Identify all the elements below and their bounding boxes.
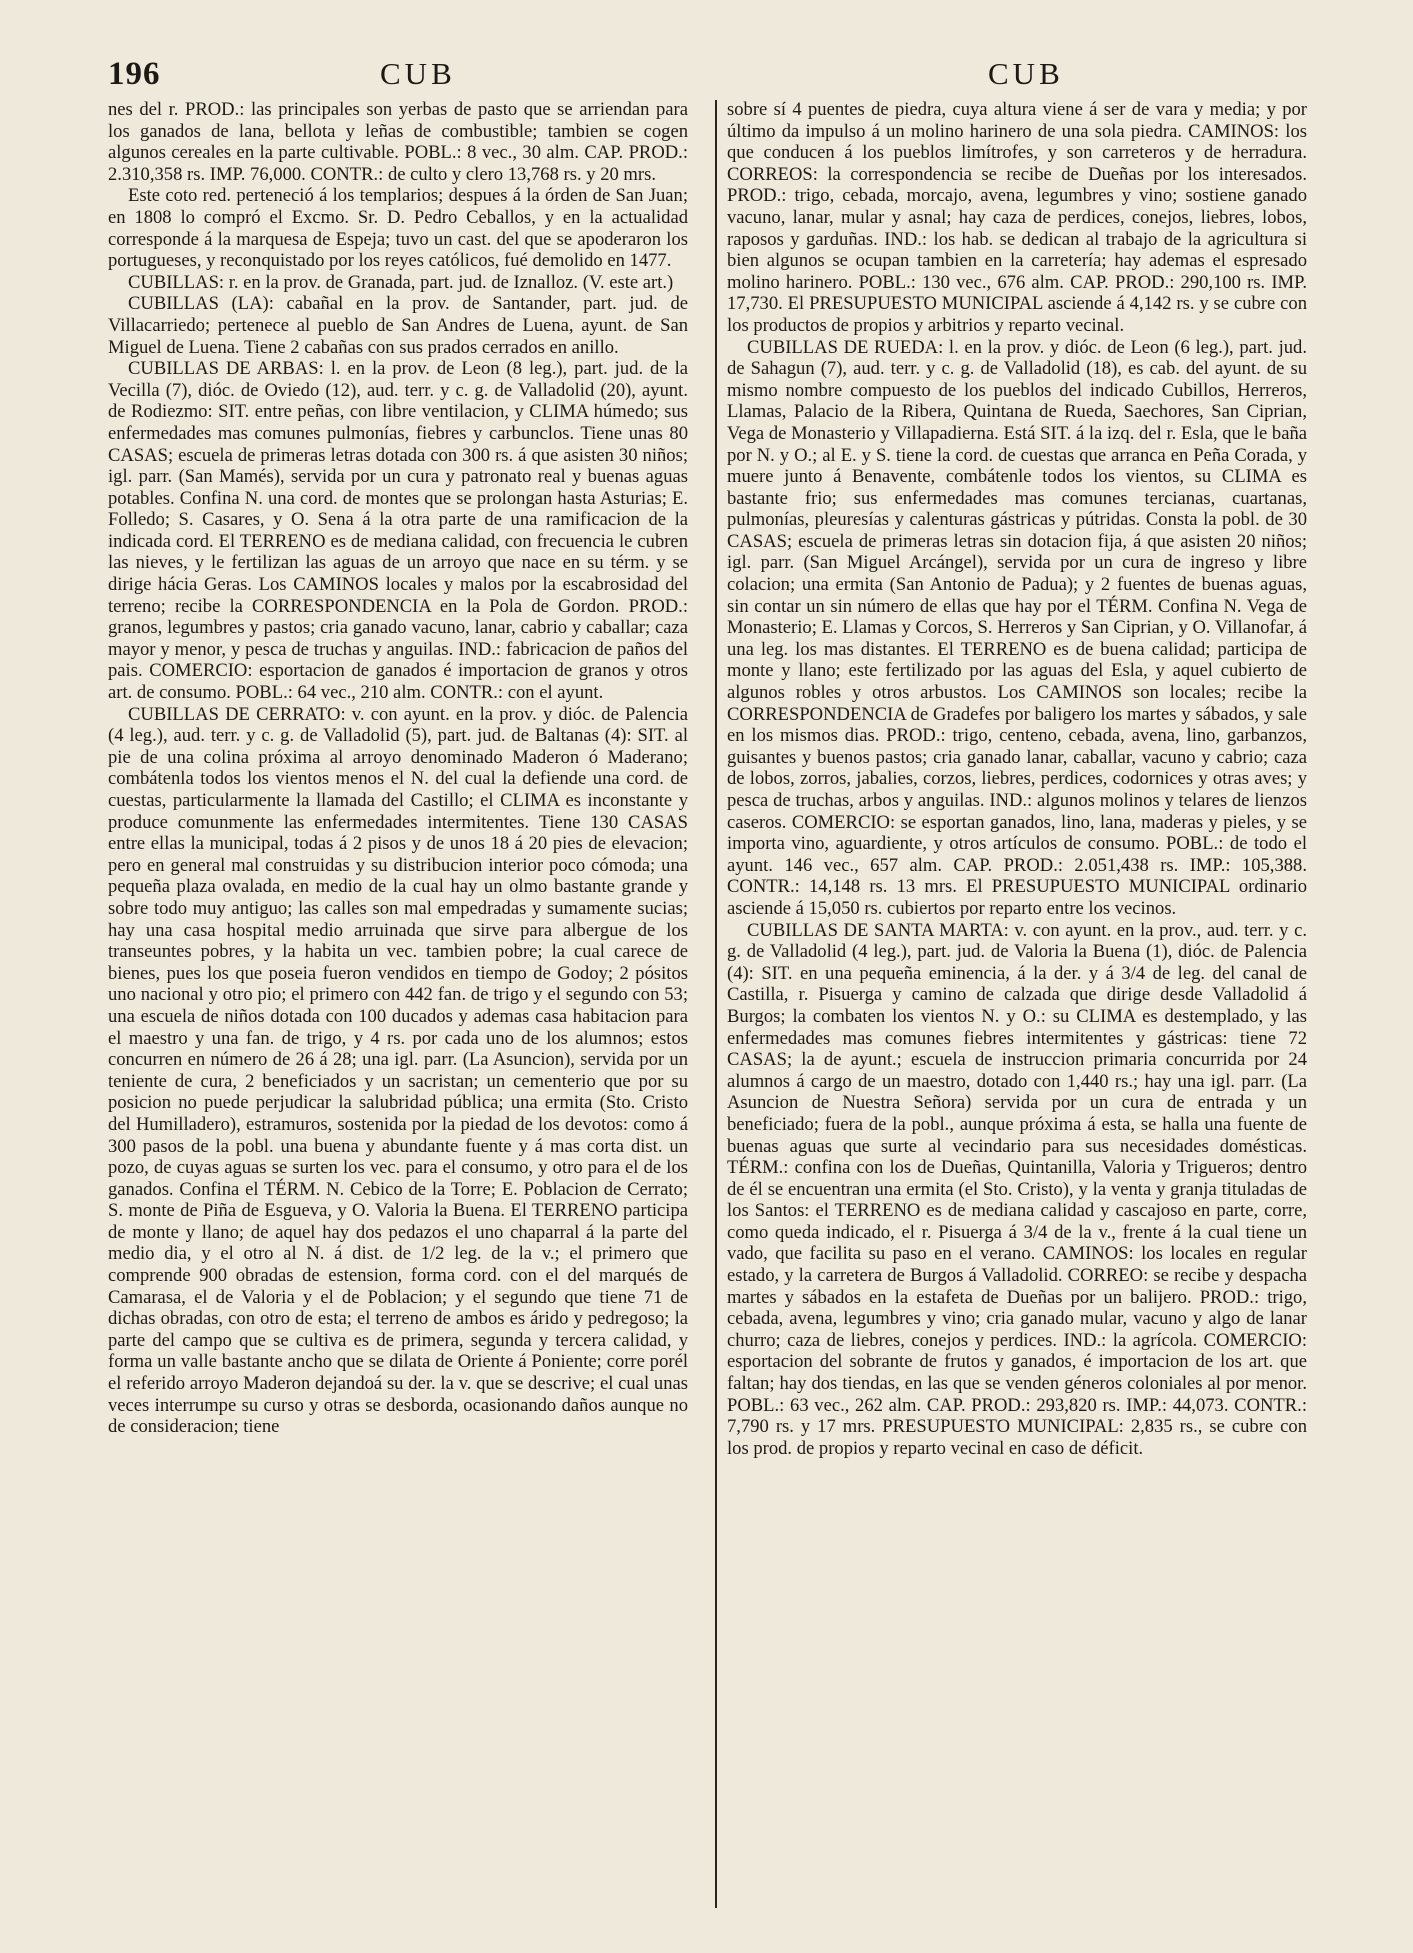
entry-cubillas-de-rueda: CUBILLAS DE RUEDA: l. en la prov. y dióc. de Leon (6 leg.), part. jud. de Sahagun (7), aud. terr. y c. g. de Valladolid (18), es cab. del ayunt. de su mismo nombre compuesto de los pueblos del indicado Cubillos, Herreros, Llamas, Palacio de la Ribera, Quintana de Rueda, Saechores, San Ciprian, Vega de Monasterio y Villapadierna. Está SIT. á la izq. del r. Esla, que le baña por N. y O.; al E. y S. tiene la cord. de cuestas que arranca en Peña Corada, y muere junto á Benavente, combátenle todos los vientos, su CLIMA es bastante frio; sus enfermedades mas comunes tercianas, cuartanas, pulmonías, pleuresías y calenturas gástricas y pútridas. Consta la pobl. de 30 CASAS; escuela de primeras letras sin dotacion fija, á que asisten 20 niños; igl. parr. (San Miguel Arcángel), servida por un cura de ingreso y libre colacion; una ermita (San Antonio de Padua); y 2 fuentes de buenas aguas, sin contar un sin número de ellas que hay por el TÉRM. Confina N. Vega de Monasterio; E. Llamas y Corcos, S. Herreros y San Ciprian, y O. Villanofar, á una leg. los mas distantes. El TERRENO es de buena calidad; participa de monte y llano; este fertilizado por las aguas del Esla, y aquel cubierto de algunos robles y otros arbustos. Los CAMINOS son locales; recibe la CORRESPONDENCIA de Gradefes por baligero los martes y sábados, y sale en los mismos dias. PROD.: trigo, centeno, cebada, avena, lino, garbanzos, guisantes y buenos pastos; cria ganado lanar, caballar, vacuno y cabrio; caza de lobos, zorros, jabalies, corzos, liebres, perdices, codornices y otras aves; y pesca de truchas, arbos y anguilas. IND.: algunos molinos y telares de lienzos caseros. COMERCIO: se esportan ganados, lino, lana, maderas y pieles, y se importa vino, aguardiente, y otros artículos de consumo. POBL.: de todo el ayunt. 146 vec., 657 alm. CAP. PROD.: 2.051,438 rs. IMP.: 105,388. CONTR.: 14,148 rs. 13 mrs. El PRESUPUESTO MUNICIPAL ordinario asciende á 15,050 rs. cubiertos por reparto entre los vecinos.	[727, 336, 1307, 919]
running-head-right: CUB	[988, 56, 1064, 91]
entry-cubillas-de-arbas: CUBILLAS DE ARBAS: l. en la prov. de Leon (8 leg.), part. jud. de la Vecilla (7), dióc. de Oviedo (12), aud. terr. y c. g. de Valladolid (20), ayunt. de Rodiezmo: SIT. entre peñas, con libre ventilacion, y CLIMA húmedo; sus enfermedades mas comunes pulmonías, fiebres y carbunclos. Tiene unas 80 CASAS; escuela de primeras letras dotada con 300 rs. á que asisten 30 niños; igl. parr. (San Mamés), servida por un cura y patronato real y buenas aguas potables. Confina N. una cord. de montes que se prolongan hasta Asturias; E. Folledo; S. Casares, y O. Sena á la otra parte de una ramificacion de la indicada cord. El TERRENO es de mediana calidad, con frecuencia le cubren las nieves, y le fertilizan las aguas de un arroyo que nace en su térm. y se dirige hácia Geras. Los CAMINOS locales y malos por la escabrosidad del terreno; recibe la CORRESPONDENCIA en la Pola de Gordon. PROD.: granos, legumbres y pastos; cria ganado vacuno, lanar, cabrio y caballar; caza mayor y menor, y pesca de truchas y anguilas. IND.: fabricacion de paños del pais. COMERCIO: esportacion de ganados é importacion de granos y otros art. de consumo. POBL.: 64 vec., 210 alm. CONTR.: con el ayunt.	[108, 358, 688, 704]
entry-note: Este coto red. perteneció á los templarios; despues á la órden de San Juan; en 1808 lo compró el Excmo. Sr. D. Pedro Ceballos, y en la actualidad corresponde á la marquesa de Espeja; tuvo un cast. del que se apoderaron los portugueses, y reconquistado por los reyes católicos, fué demolido en 1477.	[108, 185, 688, 272]
entry-continuation: nes del r. PROD.: las principales son yerbas de pasto que se arriendan para los ganados de lana, bellota y leñas de combustible; tambien se cogen algunos cereales en la parte cultivable. POBL.: 8 vec., 30 alm. CAP. PROD.: 2.310,358 rs. IMP. 76,000. CONTR.: de culto y clero 13,768 rs. y 20 mrs.	[108, 99, 688, 185]
entry-cubillas-la: CUBILLAS (LA): cabañal en la prov. de Santander, part. jud. de Villacarriedo; pertenece al pueblo de San Andres de Luena, ayunt. de San Miguel de Luena. Tiene 2 cabañas con sus prados cerrados en anillo.	[108, 293, 688, 358]
entry-cubillas: CUBILLAS: r. en la prov. de Granada, part. jud. de Iznalloz. (V. este art.)	[128, 271, 674, 293]
right-column	[727, 99, 1307, 1459]
page-header	[108, 56, 1312, 96]
entry-cubillas-de-cerrato: CUBILLAS DE CERRATO: v. con ayunt. en la prov. y dióc. de Palencia (4 leg.), aud. terr. y c. g. de Valladolid (5), part. jud. de Baltanas (4): SIT. al pie de una colina próxima al arroyo denominado Maderon ó Maderano; combátenla todos los vientos menos el N. del cual la defiende una cord. de cuestas, particularmente la llamada del Castillo; el CLIMA es inconstante y produce comunmente las enfermedades intermitentes. Tiene 130 CASAS entre ellas la municipal, todas á 2 pisos y de unos 18 á 20 pies de elevacion; pero en general mal construidas y su distribucion interior poco cómoda; una pequeña plaza ovalada, en medio de la cual hay un olmo bastante grande y sobre todo muy antiguo; las calles son mal empedradas y sumamente sucias; hay una casa hospital medio arruinada que sirve para albergue de los transeuntes pobres, y la habita un vec. tambien pobre; la cual carece de bienes, pues los que poseia fueron vendidos en tiempo de Godoy; 2 pósitos uno nacional y otro pio; el primero con 442 fan. de trigo y el segundo con 53; una escuela de niños dotada con 100 ducados y ademas casa habitacion para el maestro y una fan. de trigo, y 4 rs. por cada uno de los alumnos; estos concurren en número de 26 á 28; una igl. parr. (La Asuncion), servida por un teniente de cura, 2 beneficiados y un sacristan; un cementerio que por su posicion no puede perjudicar la salubridad pública; una ermita (Sto. Cristo del Humilladero), estramuros, sostenida por la piedad de los devotos: como á 300 pasos de la pobl. una buena y abundante fuente y á mas corta dist. un pozo, de cuyas aguas se surten los vec. para el consumo, y otro para el de los ganados. Confina el TÉRM. N. Cebico de la Torre; E. Poblacion de Cerrato; S. monte de Piña de Esgueva, y O. Valoria la Buena. El TERRENO participa de monte y llano; de aquel hay dos pedazos el uno chaparral á la parte del medio dia, y el otro al N. á dist. de 1/2 leg. de la v.; el primero que comprende 900 obradas de estension, forma cord. con el del marqués de Camarasa, el de Valoria y el de Poblacion; y el segundo que tiene 71 de dichas obradas, con otro de esta; el terreno de ambos es árido y pedregoso; la parte del campo que se cultiva es de primera, segunda y tercera calidad, y forma un valle bastante ancho que se dilata de Oriente á Poniente; corre porél el referido arroyo Maderon dejandoá su der. la v. que se descrive; el cual unas veces interrumpe su curso y otras se desborda, ocasionando daños aunque no de consideracion; tiene	[108, 703, 688, 1438]
running-head-left: CUB	[380, 56, 456, 91]
column-rule	[715, 100, 717, 1908]
entry-cubillas-de-santa-marta: CUBILLAS DE SANTA MARTA: v. con ayunt. en la prov., aud. terr. y c. g. de Valladolid (4 leg.), part. jud. de Valoria la Buena (1), dióc. de Palencia (4): SIT. en una pequeña eminencia, á la der. y á 3/4 de leg. del canal de Castilla, r. Pisuerga y camino de calzada que dirige desde Valladolid á Burgos; la combaten los vientos N. y O.: su CLIMA es destemplado, y las enfermedades mas comunes fiebres intermitentes y gástricas: tiene 72 CASAS; la de ayunt.; escuela de instruccion primaria concurrida por 24 alumnos á cargo de un maestro, dotado con 1,440 rs.; hay una igl. parr. (La Asuncion de Nuestra Señora) servida por un cura de entrada y un beneficiado; fuera de la pobl., aunque próxima á esta, se halla una fuente de buenas aguas que surte al vecindario para sus necesidades domésticas. TÉRM.: confina con los de Dueñas, Quintanilla, Valoria y Trigueros; dentro de él se encuentran una ermita (el Sto. Cristo), y la venta y granja tituladas de los Santos: el TERRENO es de mediana calidad y cascajoso en parte, corre, como queda indicado, el r. Pisuerga á 3/4 de la v., frente á la cual tiene un vado, que facilita su paso en el verano. CAMINOS: los locales en regular estado, y la carretera de Burgos á Valladolid. CORREO: se recibe y despacha martes y sábados en la estafeta de Dueñas por un balijero. PROD.: trigo, cebada, avena, legumbres y vino; cria ganado mular, vacuno y algo de lanar churro; caza de liebres, conejos y perdices. IND.: la agrícola. COMERCIO: esportacion del sobrante de frutos y ganados, é importacion de los art. que faltan; hay dos tiendas, en las que se venden géneros coloniales al por menor. POBL.: 63 vec., 262 alm. CAP. PROD.: 293,820 rs. IMP.: 44,073. CONTR.: 7,790 rs. y 17 mrs. PRESUPUESTO MUNICIPAL: 2,835 rs., se cubre con los prod. de propios y reparto vecinal en caso de déficit.	[727, 919, 1307, 1459]
entry-continuation: sobre sí 4 puentes de piedra, cuya altura viene á ser de vara y media; y por último da impulso á un molino harinero de una sola piedra. CAMINOS: los que conducen á los pueblos limítrofes, y son carreteros y de herradura. CORREOS: la correspondencia se recibe de Dueñas por los interesados. PROD.: trigo, cebada, morcajo, avena, legumbres y vino; sostiene ganado vacuno, lanar, mular y asnal; hay caza de perdices, conejos, liebres, lobos, raposos y garduñas. IND.: los hab. se dedican al trabajo de la agricultura si bien algunos se ocupan tambien en la carretería; hay ademas el espresado molino harinero. POBL.: 130 vec., 676 alm. CAP. PROD.: 290,100 rs. IMP. 17,730. El PRESUPUESTO MUNICIPAL asciende á 4,142 rs. y se cubre con los productos de propios y arbitrios y reparto vecinal.	[727, 99, 1307, 336]
page-number: 196	[108, 56, 161, 92]
left-column	[108, 99, 688, 1438]
